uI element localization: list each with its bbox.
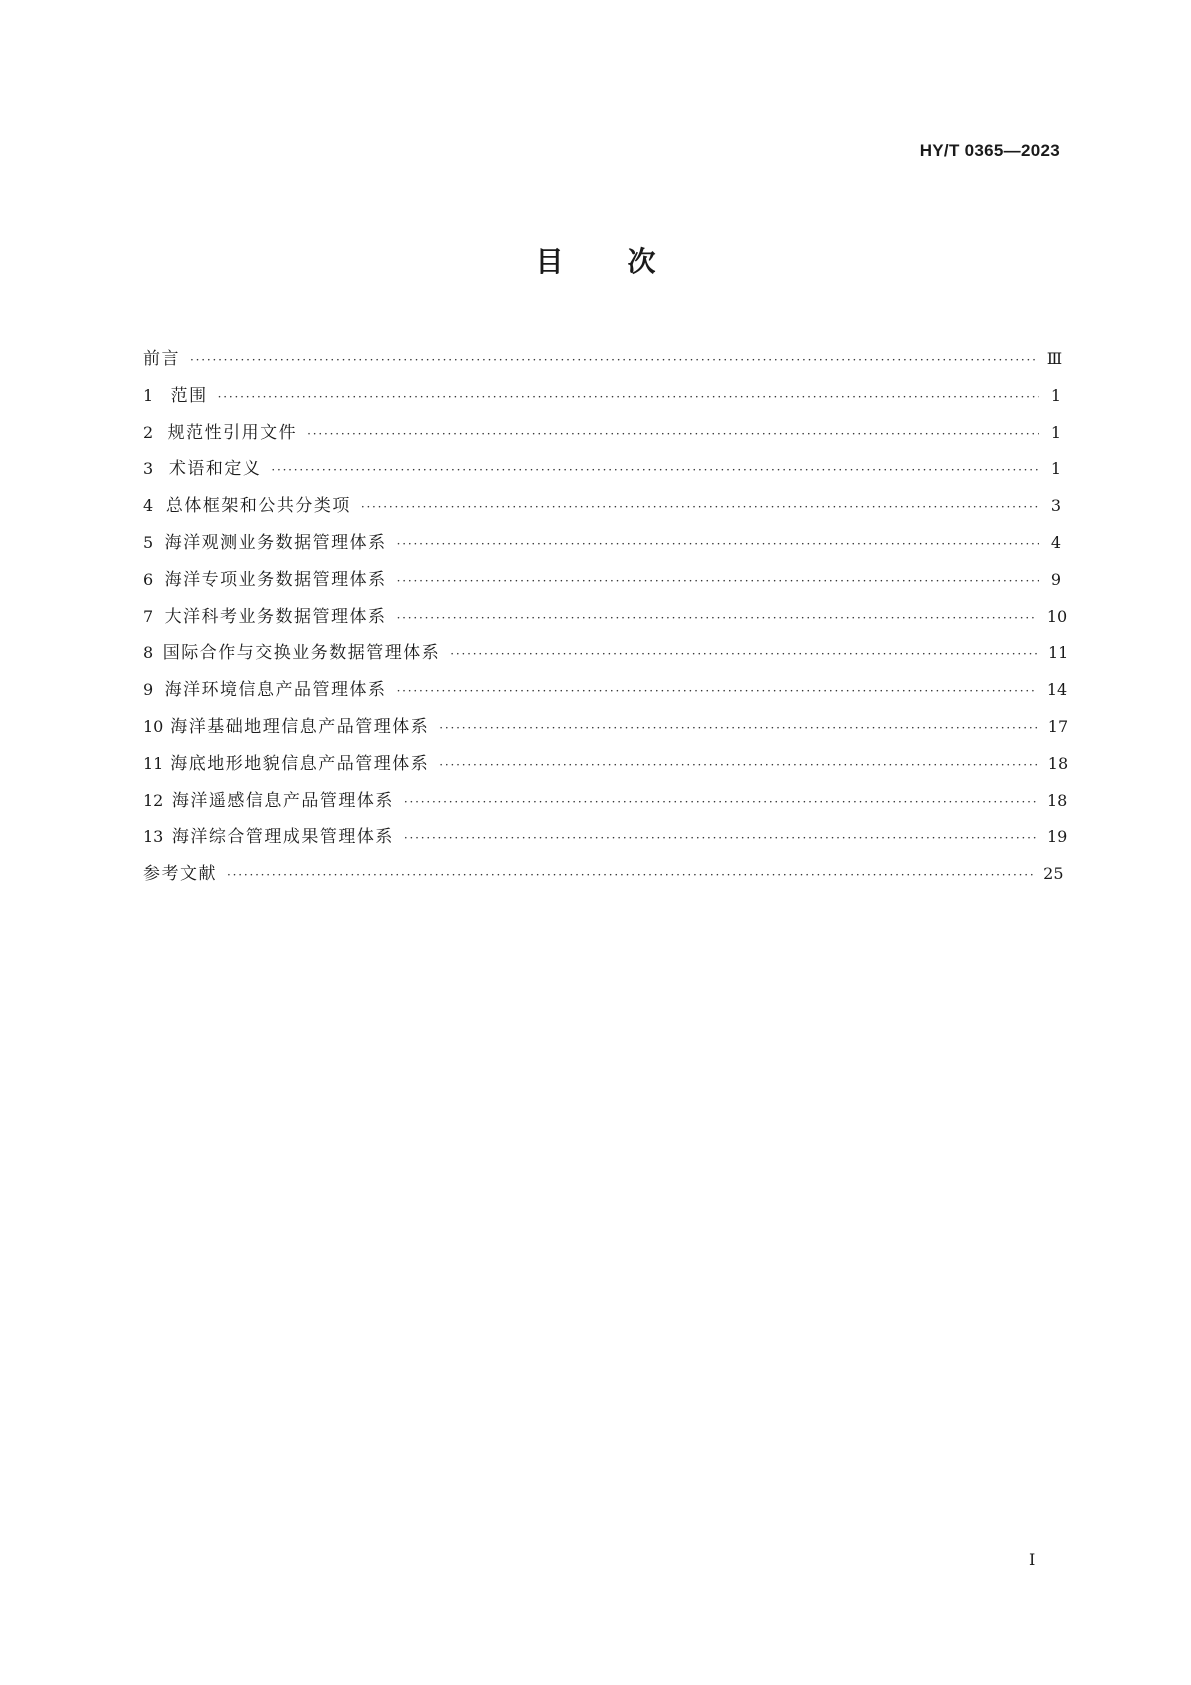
dot-leader (404, 795, 1037, 809)
toc-entry-title: 国际合作与交换业务数据管理体系 (162, 643, 441, 664)
toc-entry-number: 4 (143, 496, 154, 516)
dot-leader (307, 427, 1039, 441)
standard-code: HY/T 0365—2023 (919, 141, 1060, 160)
toc-entry-page: 14 (1046, 680, 1068, 700)
toc-entry-page: 1 (1050, 459, 1061, 479)
dot-leader (361, 500, 1039, 514)
dot-leader (439, 721, 1037, 735)
toc-entry-title: 术语和定义 (168, 459, 262, 480)
toc-entry-9[interactable] (143, 675, 1068, 712)
dot-leader (397, 611, 1037, 625)
table-of-contents (143, 344, 1069, 896)
toc-entry-number: 12 (143, 790, 164, 810)
toc-entry-number: 5 (143, 532, 154, 552)
page-title (0, 240, 1191, 280)
toc-entry-title: 海洋环境信息产品管理体系 (164, 680, 387, 701)
toc-entry-page: 18 (1047, 753, 1069, 773)
toc-entry-6[interactable] (143, 565, 1061, 602)
toc-entry-page: 18 (1047, 790, 1068, 810)
toc-entry-number: 6 (143, 569, 154, 589)
toc-entry-7[interactable] (143, 602, 1068, 639)
dot-leader (404, 831, 1037, 845)
toc-entry-8[interactable] (143, 638, 1069, 675)
toc-entry-page: 19 (1047, 827, 1068, 847)
toc-entry-page: 1 (1050, 385, 1061, 405)
toc-entry-12[interactable] (143, 786, 1068, 823)
toc-entry-10[interactable] (143, 712, 1069, 749)
toc-entry-title: 海洋专项业务数据管理体系 (164, 569, 387, 590)
toc-entry-title: 规范性引用文件 (167, 422, 298, 443)
toc-entry-page: 1 (1050, 422, 1061, 442)
toc-entry-4[interactable] (143, 491, 1061, 528)
toc-entry-number: 2 (143, 422, 154, 442)
toc-entry-page: 11 (1048, 643, 1069, 663)
toc-entry-page: Ⅲ (1046, 349, 1063, 368)
dot-leader (450, 647, 1038, 661)
dot-leader (218, 390, 1039, 404)
dot-leader (439, 758, 1037, 772)
toc-entry-3[interactable] (143, 454, 1061, 491)
toc-entry-number: 10 (143, 716, 164, 736)
toc-entry-title: 海底地形地貌信息产品管理体系 (170, 753, 430, 774)
toc-entry-title: 大洋科考业务数据管理体系 (164, 606, 387, 627)
toc-entry-page: 10 (1046, 606, 1068, 626)
dot-leader (397, 684, 1037, 698)
toc-entry-title: 总体框架和公共分类项 (165, 496, 351, 517)
toc-entry-references[interactable] (143, 859, 1064, 896)
toc-entry-2[interactable] (143, 418, 1061, 455)
toc-entry-title: 范围 (170, 385, 208, 406)
toc-entry-number: 11 (143, 753, 164, 773)
toc-entry-number: 9 (143, 680, 154, 700)
toc-entry-title: 前言 (143, 349, 180, 369)
toc-entry-page: 17 (1047, 716, 1069, 736)
toc-entry-page: 4 (1050, 532, 1061, 552)
toc-entry-foreword[interactable] (143, 344, 1061, 381)
toc-entry-title: 海洋观测业务数据管理体系 (164, 532, 387, 553)
toc-entry-number: 13 (143, 827, 164, 847)
title-char-2: 次 (627, 245, 656, 278)
toc-entry-5[interactable] (143, 528, 1061, 565)
toc-entry-title: 海洋遥感信息产品管理体系 (171, 790, 394, 811)
dot-leader (190, 353, 1037, 367)
toc-entry-11[interactable] (143, 749, 1069, 786)
toc-entry-page: 3 (1050, 496, 1061, 516)
toc-entry-13[interactable] (143, 822, 1068, 859)
toc-entry-1[interactable] (143, 381, 1061, 418)
toc-entry-number: 7 (143, 606, 154, 626)
title-char-1: 目 (535, 245, 564, 278)
dot-leader (227, 868, 1033, 882)
toc-entry-title: 海洋基础地理信息产品管理体系 (170, 716, 430, 737)
page-number: I (1029, 1550, 1036, 1569)
toc-entry-number: 3 (143, 459, 154, 479)
toc-entry-page: 25 (1043, 864, 1064, 884)
toc-entry-number: 1 (143, 385, 154, 405)
dot-leader (271, 463, 1039, 477)
toc-entry-number: 8 (143, 643, 154, 663)
toc-entry-title: 参考文献 (143, 864, 217, 885)
toc-entry-title: 海洋综合管理成果管理体系 (171, 827, 394, 848)
toc-entry-page: 9 (1050, 569, 1061, 589)
dot-leader (397, 574, 1039, 588)
dot-leader (397, 537, 1039, 551)
